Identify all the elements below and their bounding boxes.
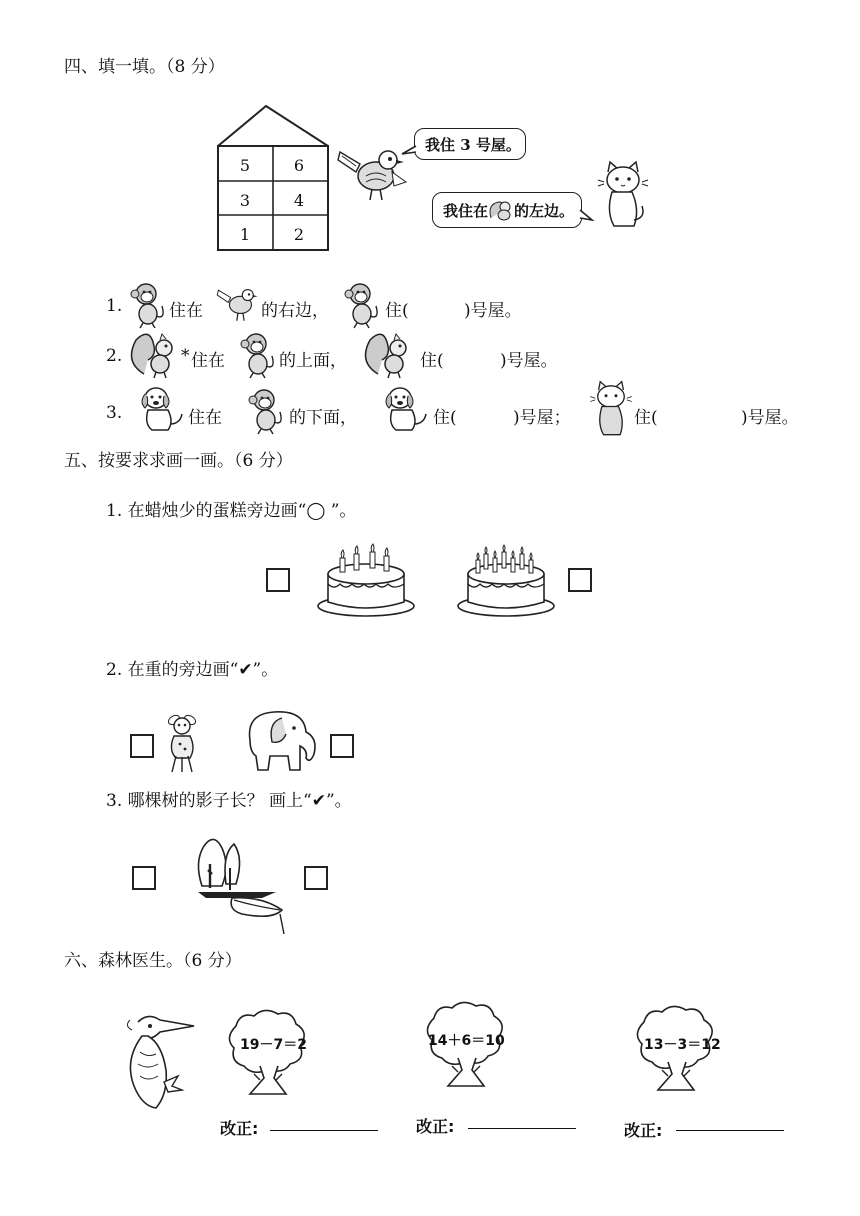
monkey-icon <box>342 282 382 328</box>
house-cell-2: 2 <box>293 224 305 244</box>
house-cell-3: 3 <box>239 190 251 210</box>
checkbox-icon[interactable] <box>266 568 290 592</box>
squirrel-icon <box>126 330 180 380</box>
puppy-icon <box>136 384 186 432</box>
q3-text-4: )号屋； <box>513 408 571 428</box>
equation-1: 19－7＝2 <box>240 1037 307 1053</box>
q1-text-4: )号屋。 <box>464 301 522 321</box>
q2-text-2: 的上面， <box>279 351 347 371</box>
s5-q3-text: 3. 哪棵树的影子长？ 画上“✔”。 <box>106 791 352 811</box>
correction-line-1[interactable] <box>270 1130 378 1131</box>
squirrel-icon <box>360 330 414 380</box>
monkey-icon <box>238 332 278 378</box>
q2-answer-blank[interactable] <box>450 344 498 366</box>
q1-text-3: 住( <box>385 301 409 321</box>
checkbox-icon[interactable] <box>330 734 354 758</box>
checkbox-icon[interactable] <box>568 568 592 592</box>
checkbox-icon[interactable] <box>132 866 156 890</box>
bird-speech-bubble <box>414 128 526 160</box>
q3-text-1: 住在 <box>188 408 222 428</box>
q3-text-2: 的下面， <box>289 408 357 428</box>
q3-answer-blank-2[interactable] <box>664 401 740 423</box>
bubble-tail-icon <box>578 210 594 224</box>
correction-line-2[interactable] <box>468 1128 576 1129</box>
cat-bubble-text-before: 我住在 <box>443 201 489 220</box>
monkey-icon <box>246 388 286 434</box>
woodpecker-icon <box>120 1012 196 1110</box>
q2-text-3: 住( <box>420 351 444 371</box>
cat-speech-bubble <box>432 192 582 228</box>
q3-text-3: 住( <box>433 408 457 428</box>
q3-answer-blank-1[interactable] <box>463 401 511 423</box>
s5-q1-text: 1. 在蜡烛少的蛋糕旁边画“◯ ”。 <box>106 501 357 521</box>
q1-answer-blank[interactable] <box>416 294 462 316</box>
house-cell-1: 1 <box>239 224 251 244</box>
bird-icon <box>216 282 260 324</box>
bird-icon <box>336 142 408 204</box>
bird-bubble-text: 我住 3 号屋。 <box>425 135 521 154</box>
q3-number: 3. <box>106 403 123 423</box>
cake-icon <box>456 544 556 620</box>
squirrel-icon <box>488 198 514 222</box>
correction-label: 改正: <box>624 1121 663 1140</box>
cat-icon <box>590 380 632 438</box>
equation-2: 14＋6＝10 <box>428 1033 505 1049</box>
section5-heading: 五、按要求求画一画。（6 分） <box>64 451 293 471</box>
s5-q2-text: 2. 在重的旁边画“✔”。 <box>106 660 279 680</box>
cat-bubble-text-after: 的左边。 <box>514 201 575 220</box>
bubble-tail-icon <box>402 144 418 158</box>
q1-number: 1. <box>106 296 123 316</box>
tree-icon <box>192 834 288 938</box>
section6-heading: 六、森林医生。（6 分） <box>64 951 242 971</box>
q2-text-4: )号屋。 <box>500 351 558 371</box>
q3-text-6: )号屋。 <box>741 408 799 428</box>
elephant-icon <box>242 706 324 776</box>
q1-text-1: 住在 <box>169 301 203 321</box>
tree-icon <box>220 1008 316 1100</box>
deer-icon <box>162 710 202 774</box>
house-cell-5: 5 <box>239 155 251 175</box>
house-cell-6: 6 <box>293 155 305 175</box>
section4-heading: 四、填一填。（8 分） <box>64 57 225 77</box>
monkey-icon <box>128 282 168 328</box>
checkbox-icon[interactable] <box>304 866 328 890</box>
q2-text-1: 住在 <box>191 351 225 371</box>
correction-label: 改正: <box>220 1119 259 1138</box>
cake-icon <box>316 544 416 620</box>
checkbox-icon[interactable] <box>130 734 154 758</box>
q1-text-2: 的右边， <box>261 301 329 321</box>
q3-text-5: 住( <box>634 408 658 428</box>
equation-3: 13－3＝12 <box>644 1037 721 1053</box>
q2-number: 2. <box>106 346 123 366</box>
correction-line-3[interactable] <box>676 1130 784 1131</box>
cat-icon <box>598 160 648 230</box>
correction-label: 改正: <box>416 1117 455 1136</box>
q2-star: * <box>181 346 190 366</box>
house-cell-4: 4 <box>293 190 305 210</box>
puppy-icon <box>380 384 430 432</box>
